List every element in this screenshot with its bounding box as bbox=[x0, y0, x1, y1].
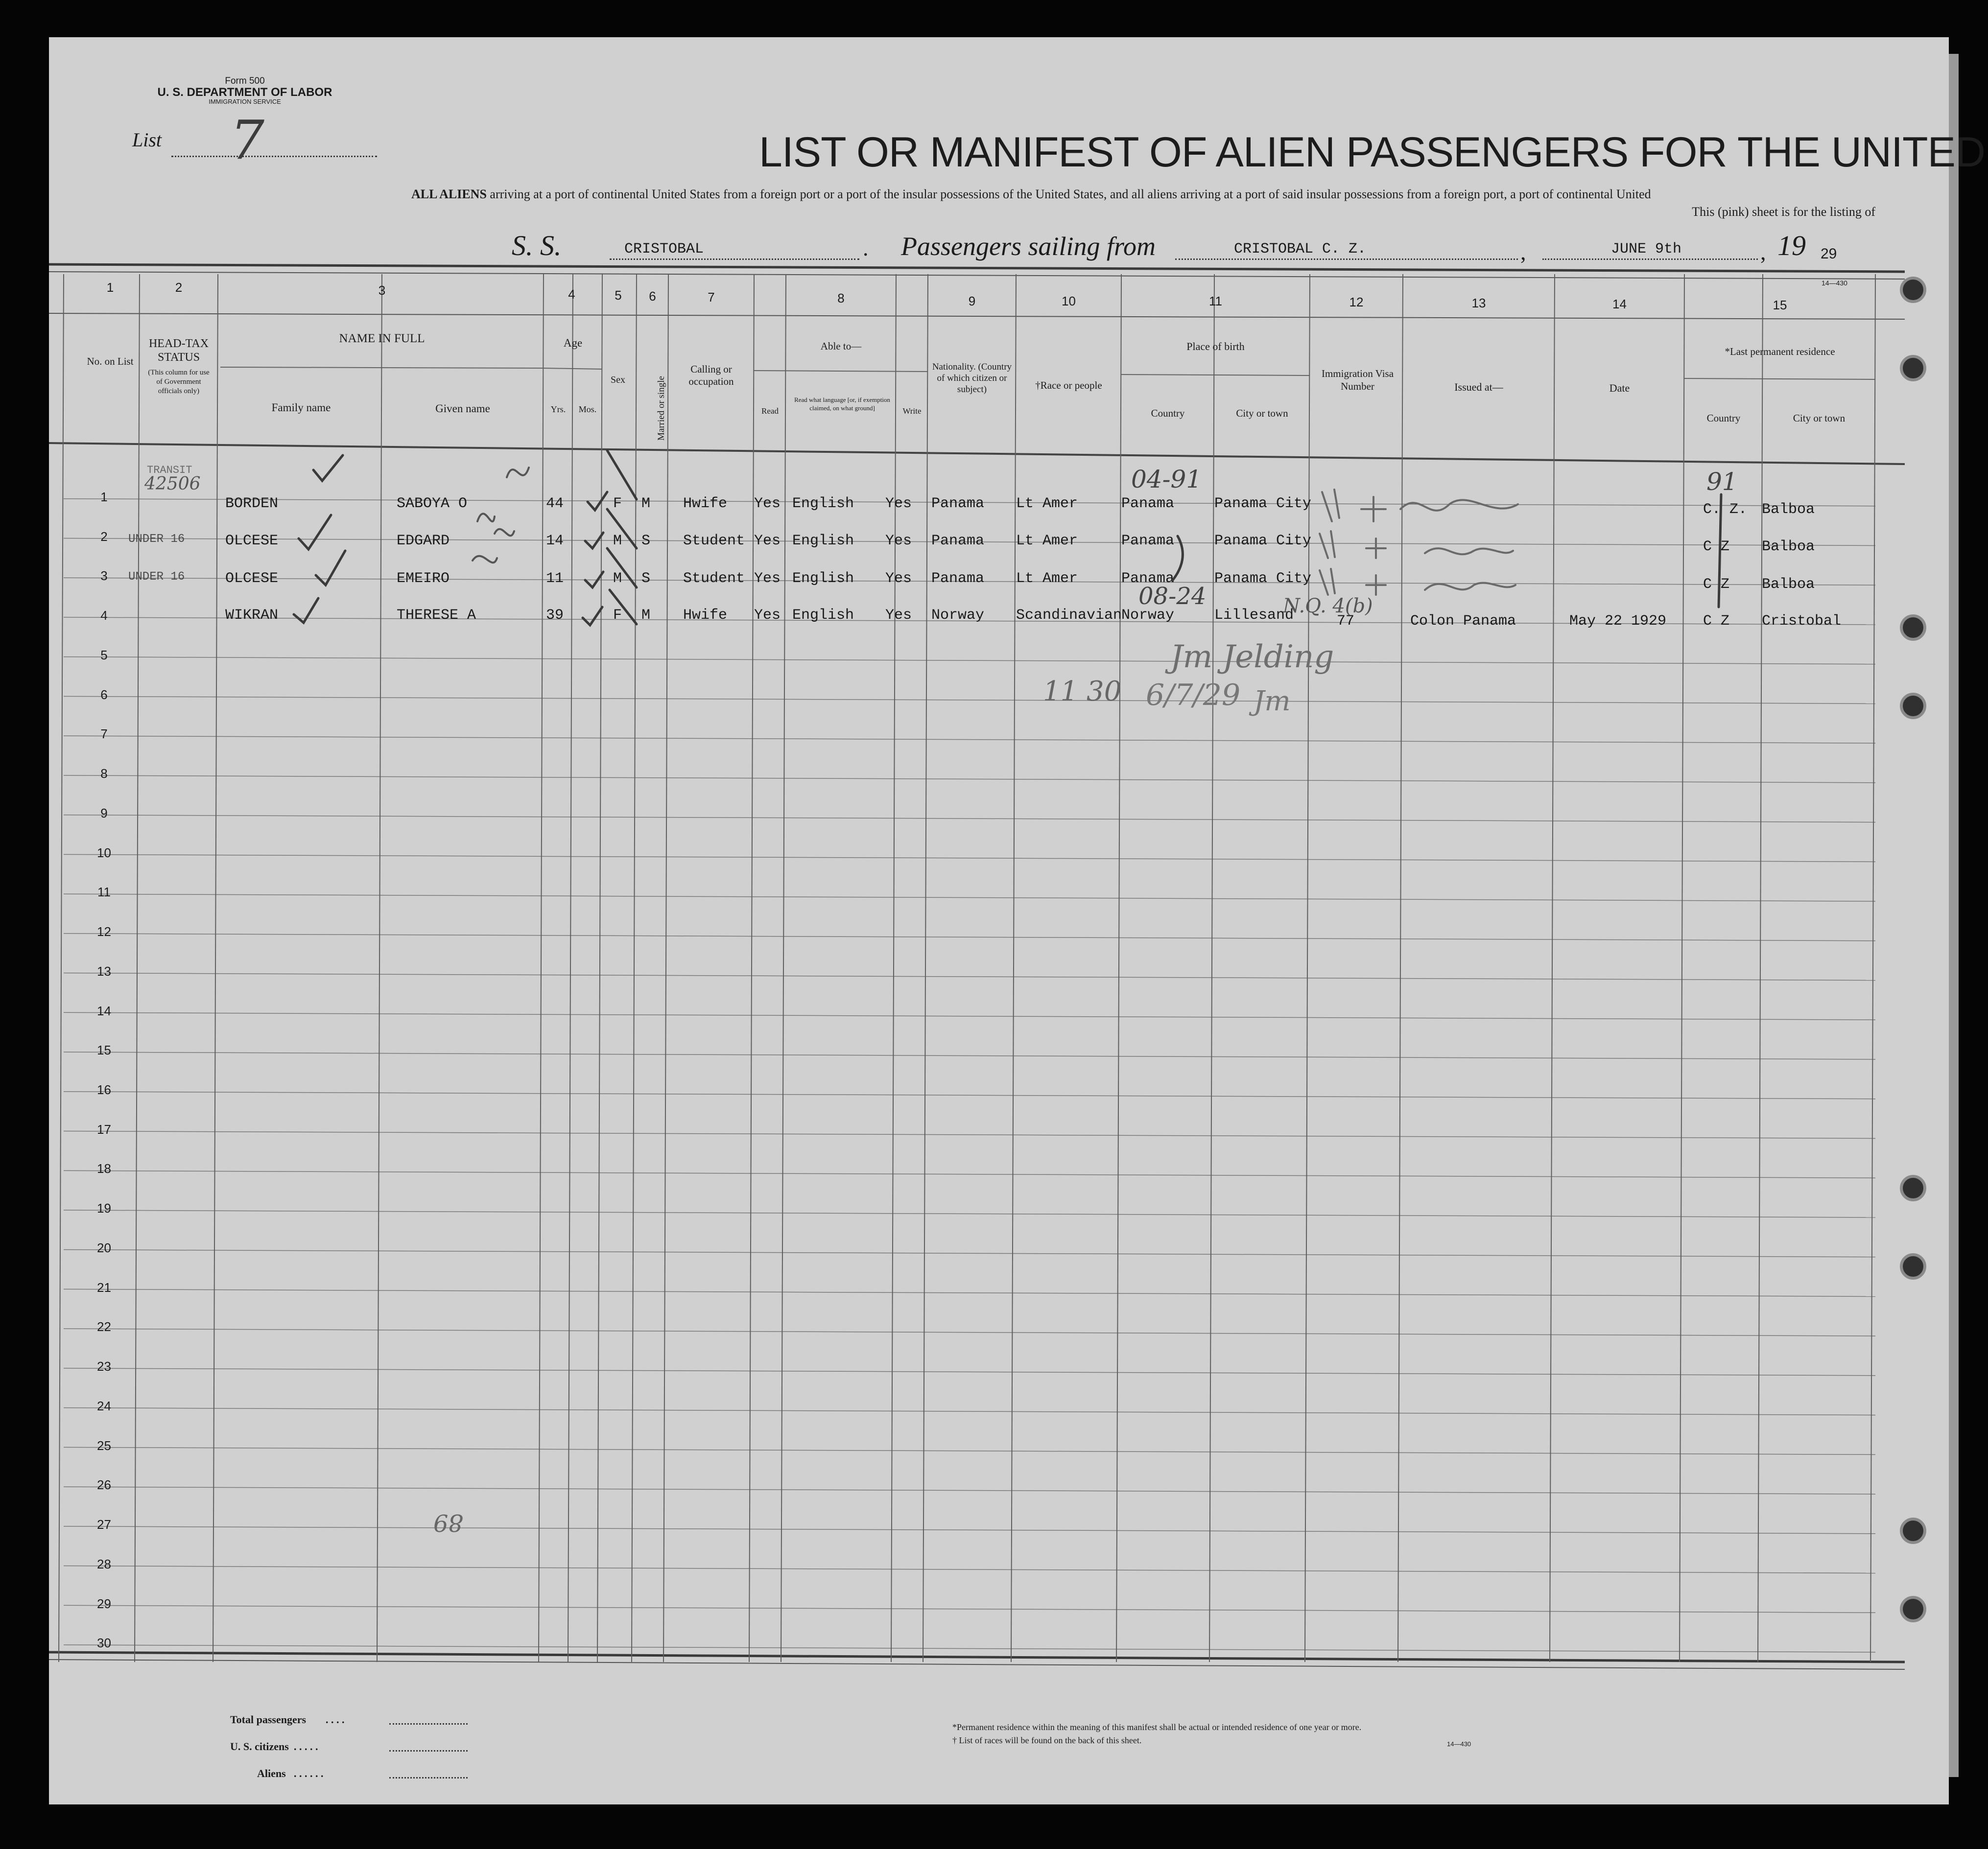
row-number: 7 bbox=[100, 726, 108, 742]
family-name: BORDEN bbox=[225, 495, 279, 512]
header-nationality: Nationality. (Country of which citizen or subject) bbox=[932, 362, 1012, 395]
footer-dots: . . . . . bbox=[294, 1740, 318, 1753]
race: Scandinavian bbox=[1016, 607, 1122, 624]
visa-number: 77 bbox=[1337, 613, 1355, 630]
header-family-name: Family name bbox=[271, 401, 331, 414]
can-write: Yes bbox=[885, 570, 912, 587]
col-number: 8 bbox=[837, 291, 845, 305]
col-number: 3 bbox=[378, 283, 386, 298]
read-language: English bbox=[792, 607, 854, 624]
header-race: †Race or people bbox=[1035, 379, 1102, 391]
read-language: English bbox=[792, 495, 854, 512]
marital-status: M bbox=[641, 607, 651, 624]
subheader-line bbox=[1121, 374, 1310, 375]
row-number: 17 bbox=[97, 1122, 111, 1137]
residence-country: C Z bbox=[1703, 613, 1730, 630]
head-tax-status: UNDER 16 bbox=[128, 570, 185, 584]
col-number: 10 bbox=[1062, 294, 1076, 308]
list-label: List bbox=[132, 129, 162, 151]
can-write: Yes bbox=[885, 495, 912, 512]
row-line bbox=[64, 973, 1875, 981]
head-tax-status: UNDER 16 bbox=[128, 533, 185, 546]
column-line bbox=[135, 274, 140, 1662]
column-line bbox=[781, 274, 786, 1662]
column-line bbox=[1305, 274, 1310, 1662]
can-read: Yes bbox=[754, 607, 781, 624]
sex: F bbox=[613, 607, 622, 624]
family-name: OLCESE bbox=[225, 533, 279, 549]
column-line bbox=[1870, 274, 1875, 1662]
row-number: 16 bbox=[97, 1082, 111, 1097]
ship-period: . bbox=[863, 235, 869, 260]
aliens-line bbox=[389, 1777, 468, 1779]
birth-code-row4: 08-24 bbox=[1138, 583, 1207, 610]
header-bottom bbox=[49, 443, 1905, 464]
header-birth-country: Country bbox=[1151, 407, 1185, 419]
row-line bbox=[64, 1131, 1875, 1138]
residence-country: C. Z. bbox=[1703, 501, 1748, 518]
column-line bbox=[1011, 274, 1016, 1662]
row-line bbox=[64, 1052, 1875, 1059]
row-line bbox=[64, 1092, 1875, 1099]
residence-city: Balboa bbox=[1762, 538, 1815, 555]
header-calling: Calling or occupation bbox=[688, 363, 734, 387]
column-line bbox=[568, 274, 573, 1662]
footer-form-code: 14—430 bbox=[1447, 1740, 1471, 1748]
row-line bbox=[64, 1645, 1875, 1652]
transit-number: 42506 bbox=[144, 474, 201, 494]
sailing-date: JUNE 9th bbox=[1611, 241, 1682, 257]
header-married: Married or single bbox=[656, 376, 666, 441]
header-border bbox=[49, 313, 1905, 319]
row-number: 14 bbox=[97, 1003, 111, 1018]
ship-name: CRISTOBAL bbox=[624, 241, 704, 257]
row-number: 12 bbox=[97, 924, 111, 939]
form-number: Form 500 bbox=[225, 76, 265, 86]
subheader-line bbox=[1684, 378, 1875, 379]
read-language: English bbox=[792, 570, 854, 587]
row-number: 21 bbox=[97, 1280, 111, 1295]
row-line bbox=[64, 1566, 1875, 1573]
row-number: 2 bbox=[100, 529, 108, 544]
column-line bbox=[213, 274, 218, 1662]
birth-country: Panama bbox=[1121, 495, 1175, 512]
row-number: 13 bbox=[97, 963, 111, 979]
row-number: 3 bbox=[100, 568, 108, 584]
column-line bbox=[377, 274, 382, 1662]
header-issued-at: Issued at— bbox=[1454, 381, 1503, 393]
occupation: Student bbox=[683, 533, 745, 549]
row-line bbox=[64, 736, 1875, 743]
row-number: 15 bbox=[97, 1043, 111, 1058]
handwritten-signature: Jm Jelding bbox=[1170, 639, 1334, 675]
column-line bbox=[749, 274, 754, 1662]
column-line bbox=[923, 274, 928, 1662]
row-number: 6 bbox=[100, 687, 108, 702]
sex: M bbox=[613, 570, 622, 587]
birth-city: Panama City bbox=[1214, 570, 1312, 587]
row-line bbox=[64, 1170, 1875, 1178]
department-label: U. S. DEPARTMENT OF LABOR bbox=[157, 86, 332, 99]
col-number: 4 bbox=[568, 287, 575, 302]
family-name: WIKRAN bbox=[225, 607, 279, 624]
footer-note-residence: *Permanent residence within the meaning of this manifest shall be actual or intended residence of one year or more. bbox=[952, 1722, 1362, 1732]
col-number: 12 bbox=[1349, 295, 1364, 309]
birth-city: Panama City bbox=[1214, 533, 1312, 549]
residence-country: C Z bbox=[1703, 538, 1730, 555]
header-read: Read bbox=[761, 406, 779, 416]
sailing-label: Passengers sailing from bbox=[901, 232, 1156, 261]
service-label: IMMIGRATION SERVICE bbox=[209, 98, 281, 105]
header-yrs: Yrs. bbox=[550, 404, 566, 414]
residence-city: Cristobal bbox=[1762, 613, 1842, 630]
footer-aliens: Aliens bbox=[257, 1767, 286, 1779]
race: Lt Amer bbox=[1016, 533, 1078, 549]
birth-code-row1: 04-91 bbox=[1131, 465, 1202, 493]
can-write: Yes bbox=[885, 607, 912, 624]
row-line bbox=[64, 1289, 1875, 1296]
header-no-on-list: No. on List bbox=[87, 355, 134, 367]
row-number: 24 bbox=[97, 1398, 111, 1413]
manifest-subtitle-2: This (pink) sheet is for the listing of bbox=[1692, 205, 1875, 219]
given-name: THERESE A bbox=[397, 607, 476, 624]
us-citizens-line bbox=[389, 1750, 468, 1752]
marital-status: M bbox=[641, 495, 651, 512]
row-line bbox=[64, 696, 1875, 703]
header-age: Age bbox=[563, 337, 583, 349]
birth-city: Panama City bbox=[1214, 495, 1312, 512]
header-able-to: Able to— bbox=[820, 340, 862, 352]
residence-country: C Z bbox=[1703, 576, 1730, 593]
sex: F bbox=[613, 495, 622, 512]
row-line bbox=[64, 1605, 1875, 1613]
row-number: 8 bbox=[100, 766, 108, 781]
total-passengers-line bbox=[389, 1723, 468, 1725]
row-number: 28 bbox=[97, 1556, 111, 1571]
nationality: Panama bbox=[931, 495, 985, 512]
row-line bbox=[64, 854, 1875, 862]
row-line bbox=[64, 934, 1875, 941]
can-read: Yes bbox=[754, 533, 781, 549]
birth-country: Panama bbox=[1121, 533, 1175, 549]
row-line bbox=[64, 1447, 1875, 1454]
col-number: 14 bbox=[1612, 297, 1627, 311]
header-sex: Sex bbox=[611, 374, 625, 385]
header-res-city: City or town bbox=[1793, 412, 1846, 424]
header-visa-date: Date bbox=[1609, 382, 1630, 394]
occupation: Hwife bbox=[683, 495, 728, 512]
row-line bbox=[64, 1526, 1875, 1534]
race: Lt Amer bbox=[1016, 495, 1078, 512]
column-line bbox=[632, 274, 637, 1662]
birth-city: Lillesand bbox=[1214, 607, 1294, 624]
given-name: EMEIRO bbox=[397, 570, 450, 587]
transit-stamp: TRANSIT bbox=[147, 464, 192, 476]
year-prefix: 19 bbox=[1777, 230, 1806, 261]
column-line bbox=[1209, 274, 1214, 1662]
birth-country: Panama bbox=[1121, 570, 1175, 587]
row-line bbox=[64, 815, 1875, 822]
header-write: Write bbox=[902, 406, 922, 416]
port-comma: , bbox=[1520, 239, 1526, 264]
race: Lt Amer bbox=[1016, 570, 1078, 587]
given-name: SABOYA O bbox=[397, 495, 468, 512]
header-last-residence: *Last permanent residence bbox=[1725, 346, 1835, 357]
subheader-line bbox=[754, 371, 928, 372]
column-line bbox=[1398, 274, 1403, 1662]
row-number: 20 bbox=[97, 1240, 111, 1255]
age-years: 11 bbox=[546, 570, 564, 587]
col-number: 1 bbox=[106, 280, 114, 295]
column-line bbox=[597, 274, 602, 1662]
family-name: OLCESE bbox=[225, 570, 279, 587]
manifest-subtitle: ALL ALIENS arriving at a port of continental United States from a foreign port or a port of the insular possessions of the United States, and all aliens arriving at a port of said insular possessions from a foreign port, a port of continental United bbox=[411, 187, 1651, 201]
given-name: EDGARD bbox=[397, 533, 450, 549]
visa-note-row4: N.Q. 4(b) bbox=[1283, 595, 1373, 617]
row-line bbox=[64, 1408, 1875, 1415]
footer-dots: . . . . . . bbox=[294, 1767, 324, 1779]
column-line bbox=[1550, 274, 1555, 1662]
header-given-name: Given name bbox=[435, 402, 490, 415]
footer-note-races: † List of races will be found on the back of this sheet. bbox=[952, 1735, 1142, 1745]
header-visa-number: Immigration Visa Number bbox=[1321, 368, 1394, 392]
nationality: Panama bbox=[931, 533, 985, 549]
col-number: 9 bbox=[968, 294, 976, 308]
row-line bbox=[64, 657, 1875, 664]
header-birth-city: City or town bbox=[1236, 407, 1288, 419]
row-number: 4 bbox=[100, 608, 108, 623]
col-number: 5 bbox=[615, 288, 622, 303]
column-line bbox=[663, 274, 668, 1662]
manifest-title: LIST OR MANIFEST OF ALIEN PASSENGERS FOR THE UNITED bbox=[759, 129, 1986, 176]
header-border bbox=[49, 264, 1905, 272]
col-number: 7 bbox=[708, 290, 715, 304]
sex: M bbox=[613, 533, 622, 549]
row-number: 23 bbox=[97, 1359, 111, 1374]
column-line bbox=[891, 274, 896, 1662]
row-number: 10 bbox=[97, 845, 111, 860]
footer-us-citizens: U. S. citizens bbox=[230, 1740, 289, 1753]
port-name: CRISTOBAL C. Z. bbox=[1234, 241, 1367, 257]
date-comma: , bbox=[1760, 239, 1766, 264]
marital-status: S bbox=[641, 570, 651, 587]
col-number: 15 bbox=[1773, 298, 1787, 312]
footer-dots: . . . . bbox=[326, 1713, 345, 1726]
col-number: 13 bbox=[1471, 296, 1486, 310]
row-number: 18 bbox=[97, 1161, 111, 1176]
column-line bbox=[59, 274, 64, 1662]
header-name-in-full: NAME IN FULL bbox=[339, 332, 425, 345]
row-number: 26 bbox=[97, 1477, 111, 1493]
can-read: Yes bbox=[754, 495, 781, 512]
column-line bbox=[1116, 274, 1121, 1662]
col-number: 11 bbox=[1209, 294, 1222, 308]
age-years: 14 bbox=[546, 533, 564, 549]
column-line bbox=[539, 274, 544, 1662]
row-number: 27 bbox=[97, 1517, 111, 1532]
nationality: Panama bbox=[931, 570, 985, 587]
header-res-country: Country bbox=[1706, 412, 1741, 424]
occupation: Hwife bbox=[683, 607, 728, 624]
list-number: 7 bbox=[230, 109, 264, 171]
nationality: Norway bbox=[931, 607, 985, 624]
header-place-of-birth: Place of birth bbox=[1186, 340, 1245, 352]
row-number: 22 bbox=[97, 1319, 111, 1334]
form-code-top: 14—430 bbox=[1822, 279, 1847, 287]
stray-mark: 89 bbox=[433, 1509, 464, 1536]
handwritten-initials: Jm bbox=[1254, 685, 1291, 717]
visa-date: May 22 1929 bbox=[1569, 613, 1667, 630]
marital-status: S bbox=[641, 533, 651, 549]
residence-code-row1: 91 bbox=[1706, 468, 1738, 496]
row-number: 30 bbox=[97, 1636, 111, 1651]
row-number: 11 bbox=[97, 885, 111, 900]
can-write: Yes bbox=[885, 533, 912, 549]
row-line bbox=[64, 1487, 1875, 1494]
read-language: English bbox=[792, 533, 854, 549]
age-years: 44 bbox=[546, 495, 564, 512]
row-number: 5 bbox=[100, 647, 108, 662]
row-number: 29 bbox=[97, 1596, 111, 1611]
row-line bbox=[64, 1210, 1875, 1217]
col-number: 2 bbox=[175, 280, 183, 295]
row-line bbox=[64, 1329, 1875, 1336]
row-line bbox=[64, 1368, 1875, 1376]
row-number: 1 bbox=[100, 490, 108, 504]
time-note: 11 30 bbox=[1043, 676, 1122, 707]
residence-city: Balboa bbox=[1762, 501, 1815, 518]
ss-label: S. S. bbox=[512, 230, 562, 261]
occupation: Student bbox=[683, 570, 745, 587]
footer-total-passengers: Total passengers bbox=[230, 1713, 307, 1726]
visa-issued-at: Colon Panama bbox=[1410, 613, 1516, 630]
header-mos: Mos. bbox=[578, 404, 597, 414]
col-number: 6 bbox=[649, 289, 656, 304]
residence-city: Balboa bbox=[1762, 576, 1815, 593]
year-suffix: 29 bbox=[1821, 246, 1837, 262]
birth-country: Norway bbox=[1121, 607, 1175, 624]
row-number: 9 bbox=[100, 805, 108, 820]
can-read: Yes bbox=[754, 570, 781, 587]
header-head-tax-note: (This column for use of Government officials only) bbox=[148, 369, 210, 395]
header-border bbox=[49, 272, 1905, 279]
header-read-language: Read what language [or, if exemption claimed, on what ground] bbox=[794, 396, 890, 412]
row-number: 25 bbox=[97, 1438, 111, 1453]
row-line bbox=[64, 894, 1875, 901]
age-years: 39 bbox=[546, 607, 564, 624]
row-line bbox=[64, 775, 1875, 783]
row-line bbox=[64, 1250, 1875, 1257]
row-number: 19 bbox=[97, 1201, 111, 1216]
row-line bbox=[64, 1012, 1875, 1020]
header-head-tax: HEAD-TAX STATUS bbox=[148, 337, 209, 364]
date-note: 6/7/29 bbox=[1146, 678, 1241, 712]
